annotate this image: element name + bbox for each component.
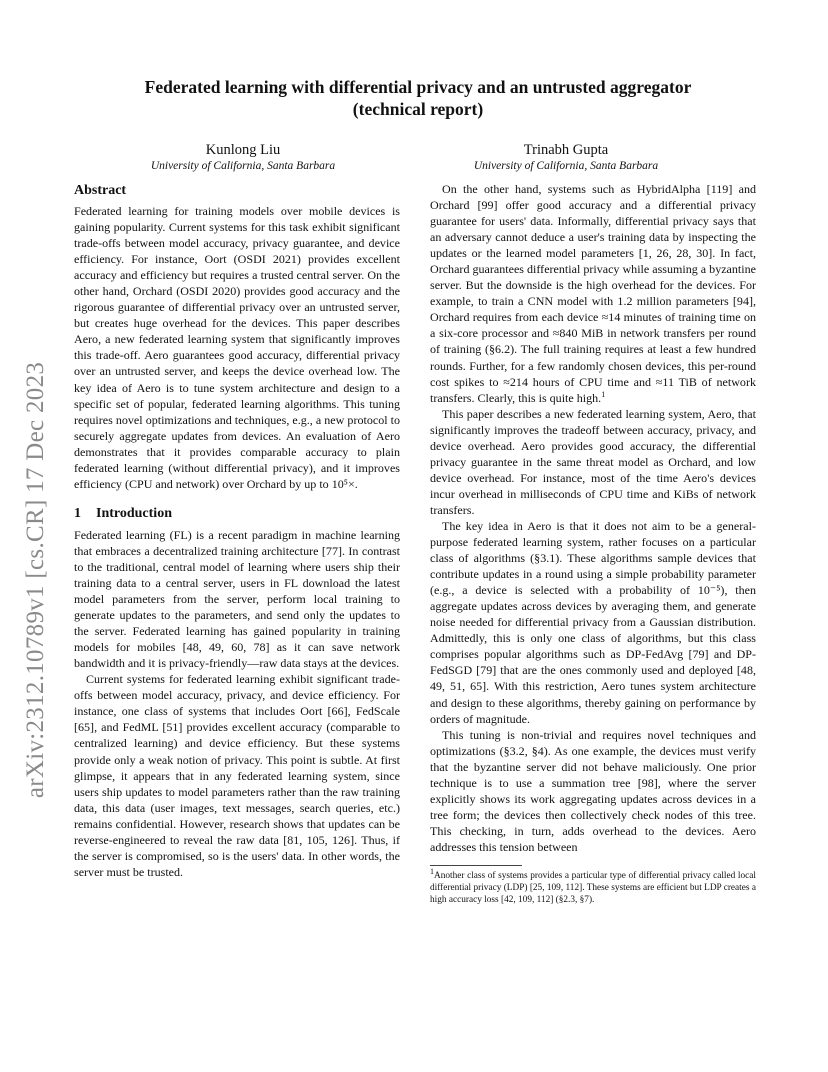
footnote-text: Another class of systems provides a particular type of differential privacy called local differential privacy (LDP) [25, 109, 112]. These systems are efficient but LDP creates a high accuracy loss [42, 109, 112] (§2.3, §7).	[430, 870, 756, 905]
section-heading-introduction	[74, 505, 400, 523]
section-number: 1	[74, 505, 81, 521]
intro-paragraph-3-text: On the other hand, systems such as HybridAlpha [119] and Orchard [99] offer good accuracy and a differential privacy guarantee for users' data. Informally, differential privacy says that an adversary cannot deduce a user's training data by inspecting the updates or the learned model parameters [1, 26, 28, 30]. In fact, Orchard guarantees differential privacy while assuming a byzantine server. But the downside is the high overhead for the devices. For example, to train a CNN model with 1.2 million parameters [94], Orchard requires from each device ≈14 minutes of training time on a six-core processor and ≈840 MiB in network transfers per round of training (§6.2). The full training requires at least a few hundred rounds. Further, for a few randomly chosen devices, this per-round cost spikes to ≈214 hours of CPU time and ≈11 TiB of network transfers. Clearly, this is quite high.	[430, 182, 756, 405]
intro-paragraph-1: Federated learning (FL) is a recent paradigm in machine learning that embraces a decentralized training architecture [77]. In contrast to the traditional, central model of learning where users ship their training data to a central server, users in FL download the latest model parameters from the server, perform local training to generate updates to the parameters, and send only the updates to the server. Federated learning has gained popularity in training models for mobiles [48, 49, 60, 78] as it can save network bandwidth and it is privacy-friendly—raw data stays at the devices.	[74, 527, 400, 671]
abstract-heading: Abstract	[74, 183, 127, 198]
title-line-2: (technical report)	[352, 99, 484, 119]
author-affiliation: University of California, Santa Barbara	[473, 160, 659, 172]
intro-paragraph-6: This tuning is non-trivial and requires novel techniques and optimizations (§3.2, §4). As one example, the devices must verify that the byzantine server did not behave maliciously. One prior technique is to use a summation tree [98], where the server explicitly shows its work aggregating updates across devices in a tree form; the devices then collectively check nodes of this tree. This checking, in turn, adds overhead to the devices. Aero addresses this tension between	[430, 727, 756, 854]
footnote-reference: 1	[601, 389, 606, 399]
footnote-divider	[430, 865, 522, 866]
intro-paragraph-3	[430, 181, 756, 406]
author-block-2	[416, 141, 716, 174]
intro-paragraph-5: The key idea in Aero is that it does not aim to be a general-purpose federated learning system, rather focuses on a particular class of algorithms (§3.1). These algorithms sample devices that contribute updates in a round using a simple probability parameter (e.g., a device is selected with a probability of 10⁻⁵), then aggregate updates across devices by averaging them, and generate noise needed for differential privacy from a Gaussian distribution. Admittedly, this is only one class of algorithms, but this class comprises popular algorithms such as DP-FedAvg [79] and DP-FedSGD [79] that are the ones commonly used and deployed [48, 49, 51, 65]. With this restriction, Aero tunes system architecture and design to these algorithms, thereby gaining on performance by orders of magnitude.	[430, 518, 756, 726]
title-line-1: Federated learning with differential privacy and an untrusted aggregator	[144, 77, 692, 97]
abstract-text: Federated learning for training models over mobile devices is gaining popularity. Current systems for this task exhibit significant trade-offs between model accuracy, privacy guarantee, and device efficiency. For instance, Oort (OSDI 2021) provides excellent accuracy and efficiency but requires a trusted central server. On the other hand, Orchard (OSDI 2020) provides good accuracy and the rigorous guarantee of differential privacy over an untrusted server, but creates huge overhead for the devices. This paper describes Aero, a new federated learning system that significantly improves this trade-off. Aero guarantees good accuracy, differential privacy over an untrusted server, and keeps the device overhead low. The key idea of Aero is to tune system architecture and design to a specific set of popular, federated learning algorithms. This tuning requires novel optimizations and techniques, e.g., a new protocol to securely aggregate updates from devices. An evaluation of Aero demonstrates that it provides comparable accuracy to plain federated learning (without differential privacy), and it improves efficiency (CPU and network) over Orchard by up to 10⁵×.	[74, 204, 400, 491]
right-column	[430, 181, 756, 906]
intro-paragraph-4: This paper describes a new federated learning system, Aero, that significantly improves the tradeoff between accuracy, privacy, and device overhead. Aero provides good accuracy, the differential privacy guarantee in the same threat model as Orchard, and low device overhead. For instance, most of the time Aero's devices incur overhead in milliseconds of CPU time and KiBs of network transfers.	[430, 406, 756, 517]
author-block-1	[93, 141, 393, 174]
footnote	[430, 866, 756, 906]
author-affiliation: University of California, Santa Barbara	[150, 160, 336, 172]
intro-paragraph-2: Current systems for federated learning exhibit significant trade-offs between model accuracy, privacy, and device efficiency. For instance, one class of systems that includes Oort [66], FedScale [65], and FedML [51] provides excellent accuracy (comparable to centralized learning) and device efficiency. But these systems provide only a weak notion of privacy. This point is subtle. At first glimpse, it appears that in any federated learning system, since users ship updates to model parameters rather than the raw training data, this data (user images, text messages, search queries, etc.) remains confidential. However, research shows that updates can be reverse-engineered to reveal the raw data [81, 105, 126]. Thus, if the server is compromised, so is the users' data. In other words, the server must be trusted.	[74, 672, 400, 879]
arxiv-side-stamp: arXiv:2312.10789v1 [cs.CR] 17 Dec 2023	[22, 361, 49, 799]
section-title: Introduction	[96, 505, 172, 521]
author-name: Kunlong Liu	[205, 142, 281, 158]
left-column	[74, 181, 400, 880]
author-name: Trinabh Gupta	[523, 142, 609, 158]
paper-title	[74, 76, 762, 120]
footnote-number: 1	[430, 866, 434, 876]
